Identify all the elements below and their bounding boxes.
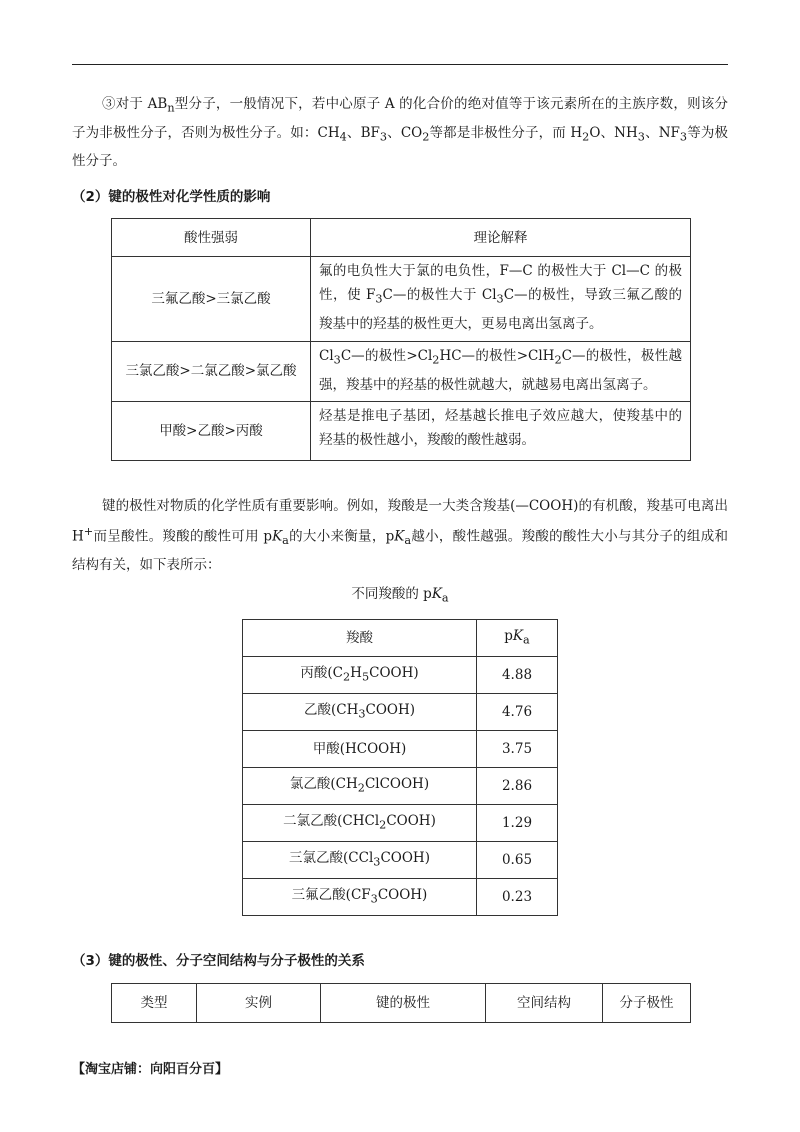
table-header-row — [112, 984, 691, 1023]
table-header-cell: 实例 — [197, 984, 321, 1023]
acid-name-cell: 甲酸(HCOOH) — [243, 731, 477, 768]
acid-name-cell: 三氟乙酸$(CF_3COOH)$ — [243, 879, 477, 916]
pka-value-cell: 4.76 — [477, 694, 558, 731]
table-header-row — [243, 620, 558, 657]
table-header-cell: $pK_a$ — [477, 620, 558, 657]
table-row — [243, 731, 558, 768]
table-cell: 甲酸>乙酸>丙酸 — [112, 401, 311, 460]
table-row — [243, 657, 558, 694]
table-header-row — [112, 219, 691, 257]
table-cell: $Cl_3C—$的极性$>Cl_2HC—$的极性>ClH$_2$C—的极性，极性越强，羧基中的羟基的极性就越大，就越易电离出氢离子。 — [311, 342, 691, 402]
table-cell: 氟的电负性大于氯的电负性，F—C 的极性大于 Cl—C 的极性，使 $F_3C—$的极性大于 $Cl_3C—$的极性，导致三氟乙酸的羧基中的羟基的极性更大，更易电离出氢离子。 — [311, 257, 691, 342]
acid-name-cell: 二氯乙酸(CHCl$_2$COOH) — [243, 805, 477, 842]
section-heading-2: （2）键的极性对化学性质的影响 — [72, 189, 271, 205]
pka-value-cell: 4.88 — [477, 657, 558, 694]
pka-value-cell: 1.29 — [477, 805, 558, 842]
table-row — [112, 342, 691, 402]
table-header-cell: 分子极性 — [603, 984, 691, 1023]
acid-name-cell: 三氯乙酸(CCl$_3$COOH) — [243, 842, 477, 879]
table-cell: 烃基是推电子基团，烃基越长推电子效应越大，使羧基中的羟基的极性越小，羧酸的酸性越弱。 — [311, 401, 691, 460]
footer-shop-label: 【淘宝店铺：向阳百分百】 — [72, 1062, 229, 1077]
acid-name-cell: 乙酸$(CH_3COOH)$ — [243, 694, 477, 731]
pka-value-cell: 0.65 — [477, 842, 558, 879]
acidity-explanation-table — [111, 218, 691, 461]
table-header-cell: 类型 — [112, 984, 197, 1023]
table-header-cell: 酸性强弱 — [112, 219, 311, 257]
pka-value-cell: 3.75 — [477, 731, 558, 768]
table-header-cell: 羧酸 — [243, 620, 477, 657]
pka-table — [242, 619, 558, 916]
pka-value-cell: 0.23 — [477, 879, 558, 916]
table-caption: 不同羧酸的 $pK_a$ — [351, 586, 449, 605]
table-header-cell: 空间结构 — [486, 984, 603, 1023]
header-rule — [72, 64, 728, 65]
paragraph-carboxylic-acid: 键的极性对物质的化学性质有重要影响。例如，羧酸是一大类含羧基(—COOH)的有机酸，羧基可电离出 H+而呈酸性。羧酸的酸性可用 $pK_a$的大小来衡量，$pK_a$越小，酸性越强。羧酸的酸性大小与其分子的组成和结构有关，如下表所示： — [72, 498, 728, 574]
table-cell: 三氯乙酸>二氯乙酸>氯乙酸 — [112, 342, 311, 402]
section-heading-3: （3）键的极性、分子空间结构与分子极性的关系 — [72, 953, 365, 969]
table-header-cell: 键的极性 — [321, 984, 486, 1023]
paragraph-abn-rule: ③对于 $AB_n$型分子，一般情况下，若中心原子 A 的化合价的绝对值等于该元素所在的主族序数，则该分子为非极性分子，否则为极性分子。如：$CH_4$、$BF_3$、$CO_2$等都是非极性分子，而 $H_2O$、$NH_3$、$NF_3$等为极性分子。 — [72, 96, 728, 170]
pka-value-cell: 2.86 — [477, 768, 558, 805]
table-row — [243, 842, 558, 879]
acid-name-cell: 丙酸$(C_2H_5COOH)$ — [243, 657, 477, 694]
polarity-relation-table — [111, 983, 691, 1023]
acid-name-cell: 氯乙酸$(CH_2ClCOOH)$ — [243, 768, 477, 805]
table-row — [243, 768, 558, 805]
table-row — [243, 694, 558, 731]
table-row — [243, 879, 558, 916]
table-row — [243, 805, 558, 842]
table-header-cell: 理论解释 — [311, 219, 691, 257]
table-row — [112, 257, 691, 342]
table-row — [112, 401, 691, 460]
table-cell: 三氟乙酸>三氯乙酸 — [112, 257, 311, 342]
